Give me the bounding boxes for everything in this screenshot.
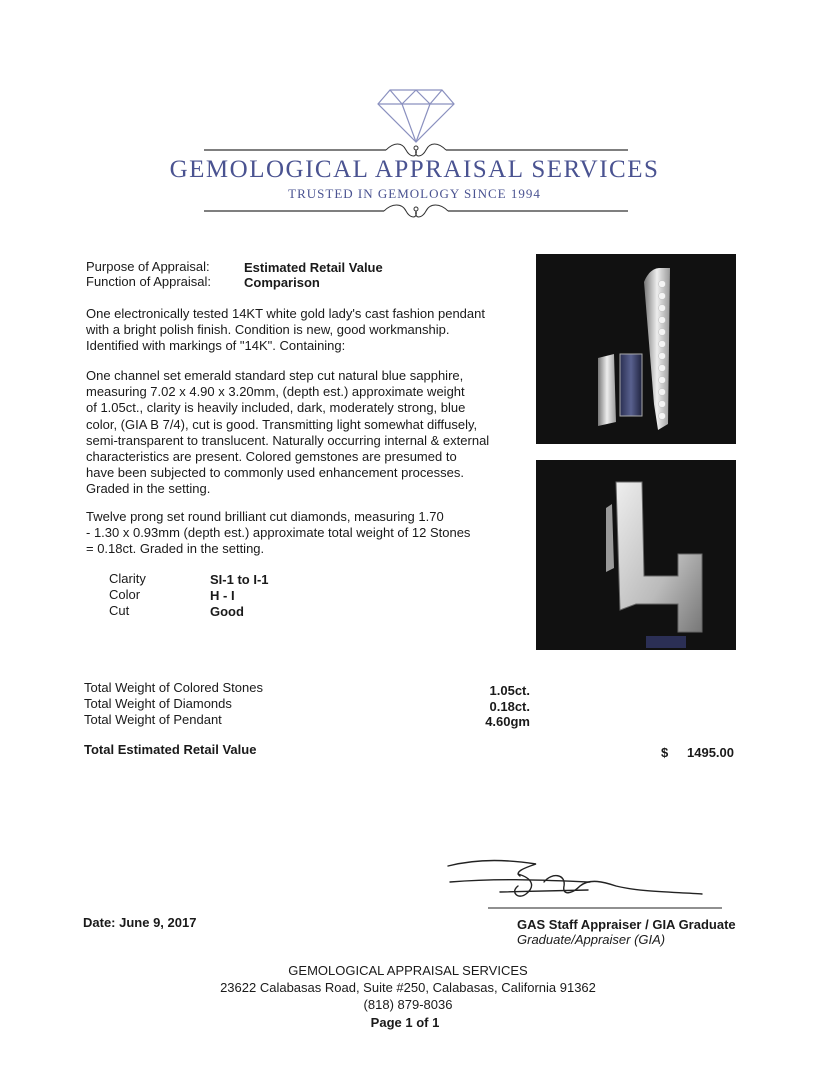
footer-company: GEMOLOGICAL APPRAISAL SERVICES xyxy=(288,963,528,978)
grade-label-cut: Cut xyxy=(109,603,130,618)
retail-value-label: Total Estimated Retail Value xyxy=(84,742,257,757)
sapphire-line: One channel set emerald standard step cut natural blue sapphire, xyxy=(86,368,464,383)
total-label-pendant: Total Weight of Pendant xyxy=(84,712,222,727)
purpose-label: Purpose of Appraisal: xyxy=(86,259,210,274)
pendant-photo-back xyxy=(536,460,736,650)
appraisal-date: Date: June 9, 2017 xyxy=(83,915,197,930)
pendant-photo-front xyxy=(536,254,736,444)
grade-value-cut: Good xyxy=(210,604,244,619)
total-label-colored-stones: Total Weight of Colored Stones xyxy=(84,680,263,695)
function-value: Comparison xyxy=(244,275,320,290)
retail-amount: 1495.00 xyxy=(687,745,734,760)
sapphire-line: measuring 7.02 x 4.90 x 3.20mm, (depth est.) approximate weight xyxy=(86,384,465,400)
diamond-line: = 0.18ct. Graded in the setting. xyxy=(86,541,265,557)
diamond-description xyxy=(86,509,470,558)
grade-value-color: H - I xyxy=(210,588,235,603)
appraiser-signature xyxy=(440,852,730,912)
description-line: with a bright polish finish. Condition is new, good workmanship. xyxy=(86,322,450,338)
pendant-back-illustration xyxy=(536,460,736,650)
sapphire-line: characteristics are present. Colored gemstones are presumed to xyxy=(86,449,457,465)
description-line: One electronically tested 14KT white gold lady's cast fashion pendant xyxy=(86,306,485,321)
function-label: Function of Appraisal: xyxy=(86,274,212,289)
pendant-description xyxy=(86,306,485,355)
sapphire-line: color, (GIA B 7/4), cut is good. Transmitting light somewhat diffusely, xyxy=(86,416,478,432)
grade-label-clarity: Clarity xyxy=(109,571,146,586)
company-name: GEMOLOGICAL APPRAISAL SERVICES xyxy=(169,156,660,183)
purpose-value: Estimated Retail Value xyxy=(244,260,383,275)
total-value-colored-stones: 1.05ct. xyxy=(489,683,530,698)
page-number: Page 1 of 1 xyxy=(370,1015,440,1030)
sapphire-line: have been subjected to commonly used enhancement processes. xyxy=(86,465,464,481)
pendant-front-illustration xyxy=(536,254,736,444)
footer-address: 23622 Calabasas Road, Suite #250, Calabasas, California 91362 xyxy=(220,980,596,995)
total-value-pendant: 4.60gm xyxy=(485,714,530,729)
sapphire-line: of 1.05ct., clarity is heavily included, dark, moderately strong, blue xyxy=(86,400,466,416)
diamond-line: Twelve prong set round brilliant cut diamonds, measuring 1.70 xyxy=(86,509,444,524)
sapphire-line: Graded in the setting. xyxy=(86,481,211,497)
company-tagline: TRUSTED IN GEMOLOGY SINCE 1994 xyxy=(288,186,541,201)
grade-value-clarity: SI-1 to I-1 xyxy=(210,572,269,587)
footer-phone: (818) 879-8036 xyxy=(363,997,453,1012)
signer-title: GAS Staff Appraiser / GIA Graduate xyxy=(517,917,736,932)
diamond-line: - 1.30 x 0.93mm (depth est.) approximate total weight of 12 Stones xyxy=(86,525,471,541)
total-label-diamonds: Total Weight of Diamonds xyxy=(84,696,232,711)
retail-currency: $ xyxy=(661,745,669,760)
grade-label-color: Color xyxy=(109,587,141,602)
sapphire-line: semi-transparent to translucent. Naturally occurring internal & external xyxy=(86,432,490,448)
diamond-logo-icon xyxy=(376,88,456,144)
sapphire-description xyxy=(86,368,489,498)
total-value-diamonds: 0.18ct. xyxy=(489,699,530,714)
signer-subtitle: Graduate/Appraiser (GIA) xyxy=(517,932,666,947)
description-line: Identified with markings of "14K". Containing: xyxy=(86,338,346,354)
header-bottom-rule xyxy=(204,200,628,222)
